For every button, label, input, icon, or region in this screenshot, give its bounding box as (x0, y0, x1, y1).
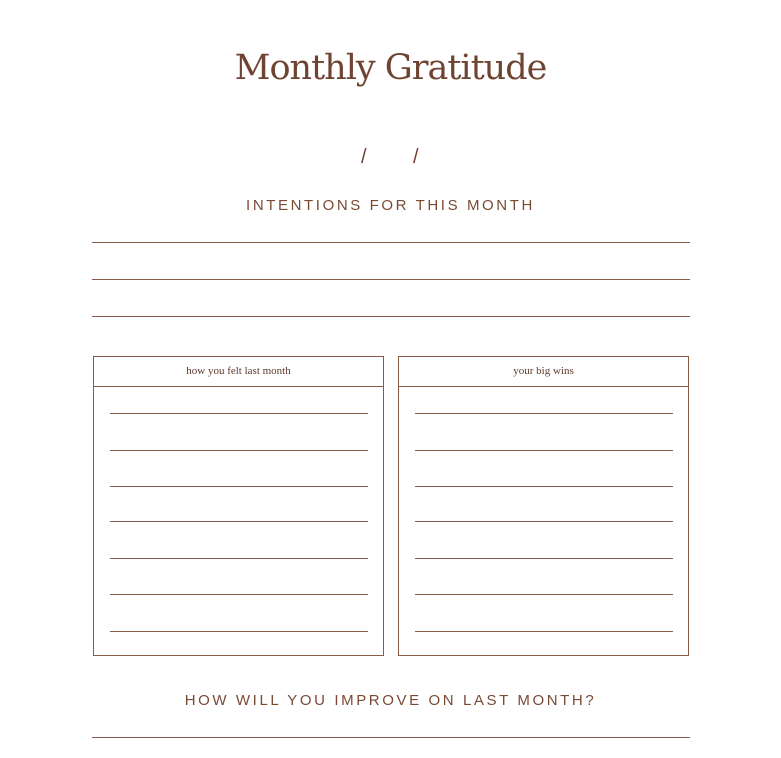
wins-writing-line[interactable] (415, 558, 673, 559)
feelings-writing-line[interactable] (110, 450, 368, 451)
feelings-writing-line[interactable] (110, 631, 368, 632)
improve-writing-line[interactable] (92, 737, 690, 738)
feelings-writing-line[interactable] (110, 486, 368, 487)
wins-writing-line[interactable] (415, 521, 673, 522)
feelings-box-label: how you felt last month (94, 357, 383, 387)
wins-writing-line[interactable] (415, 631, 673, 632)
wins-writing-line[interactable] (415, 413, 673, 414)
feelings-box (93, 356, 384, 656)
feelings-writing-line[interactable] (110, 521, 368, 522)
intentions-writing-line[interactable] (92, 316, 690, 317)
wins-writing-line[interactable] (415, 450, 673, 451)
intentions-writing-line[interactable] (92, 242, 690, 243)
intentions-heading: INTENTIONS FOR THIS MONTH (246, 197, 535, 214)
wins-box-label: your big wins (399, 357, 688, 387)
wins-writing-line[interactable] (415, 594, 673, 595)
improve-heading: HOW WILL YOU IMPROVE ON LAST MONTH? (184, 692, 597, 709)
date-separator: / (361, 146, 367, 168)
intentions-writing-line[interactable] (92, 279, 690, 280)
feelings-writing-line[interactable] (110, 413, 368, 414)
page-title: Monthly Gratitude (234, 48, 547, 88)
feelings-writing-line[interactable] (110, 558, 368, 559)
date-separator: / (413, 146, 419, 168)
wins-writing-line[interactable] (415, 486, 673, 487)
wins-box (398, 356, 689, 656)
feelings-writing-line[interactable] (110, 594, 368, 595)
